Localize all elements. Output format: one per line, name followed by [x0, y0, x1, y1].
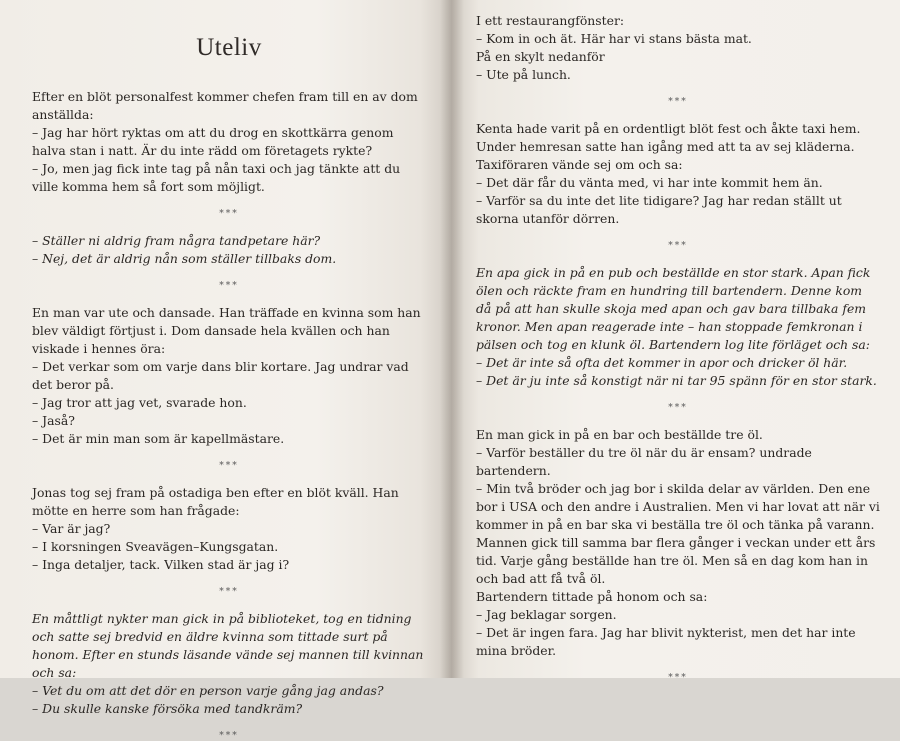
- joke-line: En man var ute och dansade. Han träffade en kvinna som han blev väldigt förtjust i. Dom dansade hela kvällen och han viskade i hennes öra:: [32, 305, 421, 356]
- book-gutter: [440, 0, 464, 678]
- joke-line: – Det är ingen fara. Jag har blivit nykterist, men det har inte mina bröder.: [476, 625, 856, 658]
- joke-line: En måttligt nykter man gick in på biblioteket, tog en tidning och satte sej bredvid en äldre kvinna som tittade surt på honom. Efter en stunds läsande vände sej mannen till kvinnan och sa:: [32, 611, 424, 680]
- joke-line: – Min två bröder och jag bor i skilda delar av världen. Den ene bor i USA och den andre i Australien. Men vi har lovat att när vi kommer in på en bar ska vi beställa tre öl och tänka på varann.: [476, 481, 880, 532]
- joke-3: [32, 304, 426, 448]
- separator: ***: [668, 673, 688, 683]
- joke-line: Bartendern tittade på honom och sa:: [476, 589, 708, 604]
- joke-line: Mannen gick till samma bar flera gånger i veckan under ett års tid. Varje gång beställde han tre öl. Men så en dag kom han in och bad att få två öl.: [476, 535, 876, 586]
- joke-line: En apa gick in på en pub och beställde en stor stark. Apan fick ölen och räckte fram en hundring till bartendern. Denne kom då på att han skulle skoja med apan och gav bara tillbaka fem kronor. Men apan reagerade inte – han stoppade femkronan i pälsen och tog en klunk öl. Bartendern log lite förläget och sa:: [476, 265, 871, 352]
- joke-line: – Nej, det är aldrig nån som ställer tillbaks dom.: [32, 251, 337, 266]
- joke-line: – Det verkar som om varje dans blir kortare. Jag undrar vad det beror på.: [32, 359, 409, 392]
- joke-line: – Vet du om att det dör en person varje gång jag andas?: [32, 683, 384, 698]
- joke-line: – Varför sa du inte det lite tidigare? Jag har redan ställt ut skorna utanför dörren.: [476, 193, 842, 226]
- joke-line: Efter en blöt personalfest kommer chefen fram till en av dom anställda:: [32, 89, 418, 122]
- chapter-title: Uteliv: [196, 34, 262, 61]
- separator: ***: [219, 461, 239, 471]
- separator: ***: [668, 241, 688, 251]
- joke-line: – Jag beklagar sorgen.: [476, 607, 617, 622]
- joke-line: – Jaså?: [32, 413, 75, 428]
- separator: ***: [219, 281, 239, 291]
- joke-line: – Jag har hört ryktas om att du drog en skottkärra genom halva stan i natt. Är du inte rädd om företagets rykte?: [32, 125, 394, 158]
- separator: ***: [219, 731, 239, 741]
- joke-7: [476, 120, 880, 228]
- separator: ***: [219, 587, 239, 597]
- joke-line: – Inga detaljer, tack. Vilken stad är jag i?: [32, 557, 290, 572]
- joke-line: En man gick in på en bar och beställde tre öl.: [476, 427, 763, 442]
- joke-line: – Var är jag?: [32, 521, 111, 536]
- joke-line: På en skylt nedanför: [476, 49, 605, 64]
- right-page: [452, 0, 900, 683]
- separator: ***: [668, 97, 688, 107]
- joke-line: – Kom in och ät. Här har vi stans bästa mat.: [476, 31, 752, 46]
- separator: ***: [668, 403, 688, 413]
- joke-line: – Jo, men jag fick inte tag på nån taxi och jag tänkte att du ville komma hem så fort som möjligt.: [32, 161, 401, 194]
- joke-line: – Ställer ni aldrig fram några tandpetare här?: [32, 233, 321, 248]
- joke-4: [32, 484, 426, 574]
- joke-line: – Du skulle kanske försöka med tandkräm?: [32, 701, 303, 716]
- separator: ***: [219, 209, 239, 219]
- joke-9: [476, 426, 880, 660]
- joke-line: – Det är ju inte så konstigt när ni tar 95 spänn för en stor stark.: [476, 373, 877, 388]
- joke-6: [476, 12, 880, 84]
- joke-line: – Det är min man som är kapellmästare.: [32, 431, 285, 446]
- joke-line: – Ute på lunch.: [476, 67, 571, 82]
- joke-2: [32, 232, 426, 268]
- joke-line: – Det där får du vänta med, vi har inte kommit hem än.: [476, 175, 823, 190]
- joke-line: I ett restaurangfönster:: [476, 13, 625, 28]
- joke-5: [32, 610, 426, 718]
- joke-line: – I korsningen Sveavägen–Kungsgatan.: [32, 539, 279, 554]
- joke-8: [476, 264, 880, 390]
- joke-line: Kenta hade varit på en ordentligt blöt fest och åkte taxi hem. Under hemresan satte han igång med att ta av sej kläderna. Taxiföraren vände sej om och sa:: [476, 121, 861, 172]
- joke-line: Jonas tog sej fram på ostadiga ben efter en blöt kväll. Han mötte en herre som han frågade:: [32, 485, 399, 518]
- joke-line: – Jag tror att jag vet, svarade hon.: [32, 395, 247, 410]
- joke-line: – Det är inte så ofta det kommer in apor och dricker öl här.: [476, 355, 848, 370]
- joke-line: – Varför beställer du tre öl när du är ensam? undrade bartendern.: [476, 445, 812, 478]
- joke-1: [32, 88, 426, 196]
